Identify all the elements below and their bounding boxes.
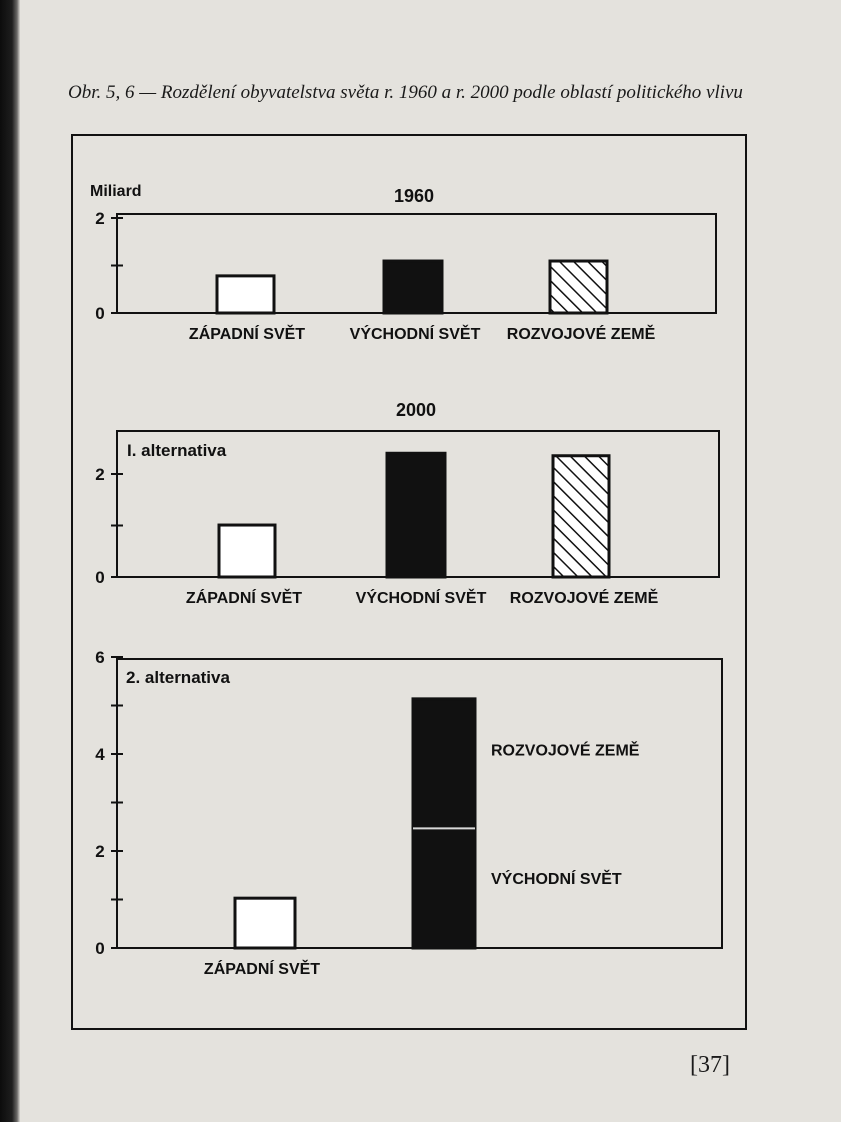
panel-1-bar-2 — [550, 261, 607, 313]
figure-caption: Obr. 5, 6 — Rozdělení obyvatelstva světa r. 1960 a r. 2000 podle oblastí politického vlivu — [68, 82, 743, 103]
panel-1-category-1: VÝCHODNÍ SVĚT — [349, 326, 481, 343]
panel-3-ytick-label-6: 6 — [95, 648, 105, 667]
panel-1-category-0: ZÁPADNÍ SVĚT — [188, 326, 306, 343]
panel-3-bar-1 — [413, 699, 475, 948]
page-number: [37] — [690, 1052, 730, 1078]
panel-3-category-0: ZÁPADNÍ SVĚT — [203, 961, 321, 978]
panel-1-ylabel: Miliard — [90, 183, 142, 200]
panel-2-bar-2 — [553, 456, 609, 577]
panel-2-category-2: ROZVOJOVÉ ZEMĚ — [509, 590, 659, 607]
panel-2-ytick-label-2: 2 — [95, 465, 105, 484]
panel-1-bar-0 — [217, 276, 274, 313]
panel-3-segment-label-1: ROZVOJOVÉ ZEMĚ — [491, 742, 640, 760]
panel-3-ytick-label-0: 0 — [95, 939, 105, 958]
panel-3-segment-label-0: VÝCHODNÍ SVĚT — [491, 871, 622, 889]
panel-2-bar-0 — [219, 525, 275, 577]
panel-3-ytick-label-2: 2 — [95, 842, 105, 861]
panel-1-ytick-label-0: 0 — [95, 304, 105, 323]
panel-2-category-0: ZÁPADNÍ SVĚT — [185, 590, 303, 607]
panel-2-title: 2000 — [395, 400, 437, 420]
panel-2-ytick-label-0: 0 — [95, 568, 105, 587]
panel-2-bar-1 — [387, 453, 445, 577]
panel-2-category-1: VÝCHODNÍ SVĚT — [355, 590, 487, 607]
panel-3-ytick-label-4: 4 — [95, 745, 105, 764]
panel-2-subtitle: I. alternativa — [127, 441, 227, 460]
panel-3-subtitle: 2. alternativa — [126, 668, 230, 687]
panel-1-ytick-label-2: 2 — [95, 209, 105, 228]
panel-3-bar-0 — [235, 898, 295, 948]
panel-1-category-2: ROZVOJOVÉ ZEMĚ — [506, 326, 656, 343]
panel-1-bar-1 — [384, 261, 442, 313]
panel-1-title: 1960 — [393, 186, 435, 206]
